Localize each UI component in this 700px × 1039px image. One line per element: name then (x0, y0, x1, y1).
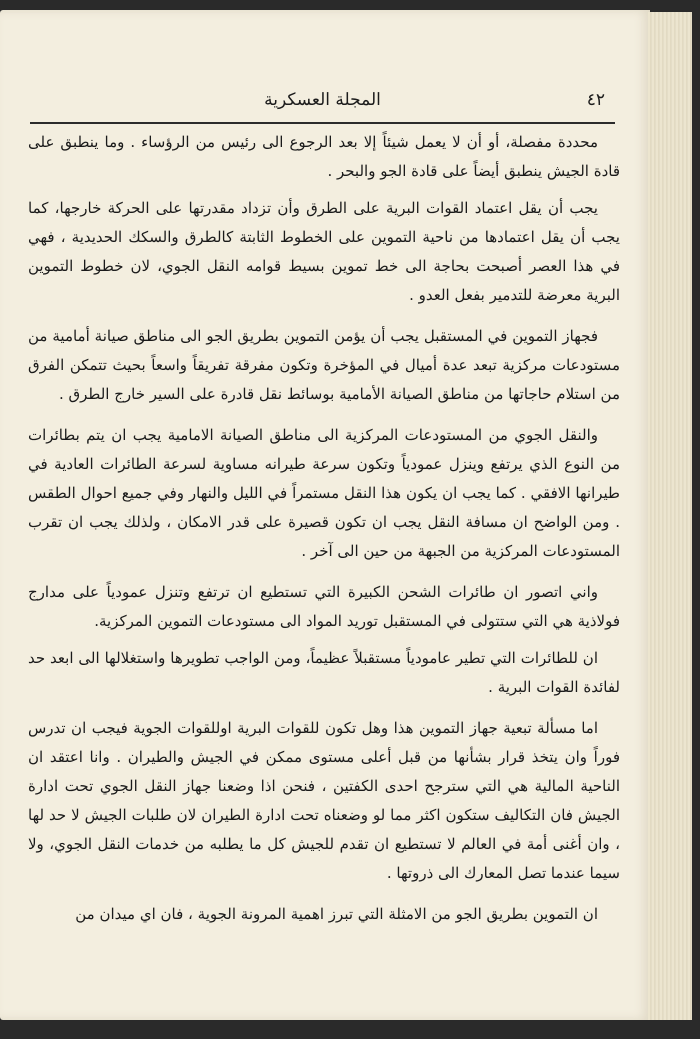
paragraph: يجب أن يقل اعتماد القوات البرية على الطرق وأن تزداد مقدرتها على الحركة خارجها، كما يجب أن يقل اعتمادها من ناحية التموين على الخطوط الثابتة كالطرق والسكك الحديدية ، فهي في هذا العصر أصبحت بحاجة الى خط تموين بسيط قوامه النقل الجوي، لان خطوط التموين البرية معرضة للتدمير بفعل العدو . (28, 199, 620, 304)
paragraph: فجهاز التموين في المستقبل يجب أن يؤمن التموين بطريق الجو الى مناطق صيانة أمامية من مستودعات مركزية تبعد عدة أميال في المؤخرة وتكون مفرقة تفريقاً واسعاً بحيث تتمكن الفرق من استلام حاجاتها من مناطق الصيانة الأمامية بوسائط نقل قادرة على السير خارج الطرق . (28, 327, 620, 403)
header-rule (30, 122, 615, 124)
page-number: ٤٢ (586, 90, 605, 110)
page-header (30, 82, 615, 122)
paragraph: والنقل الجوي من المستودعات المركزية الى مناطق الصيانة الامامية يجب ان يتم بطائرات من النوع الذي يرتفع وينزل عمودياً وتكون سرعة طيرانه مساوية لسرعة الطائرات العادية في طيرانها الافقي . كما يجب ان يكون هذا النقل مستمراً في الليل والنهار وفي جميع احوال الطقس . ومن الواضح ان مسافة النقل يجب ان تكون قصيرة على قدر الامكان ، ولذلك يجب ان تقرب المستودعات المركزية من الجبهة من حين الى آخر . (28, 426, 620, 560)
paragraph: ان التموين بطريق الجو من الامثلة التي تبرز اهمية المرونة الجوية ، فان اي ميدان من (75, 905, 598, 923)
paragraph: واني اتصور ان طائرات الشحن الكبيرة التي تستطيع ان ترتفع وتنزل عمودياً على مدارج فولاذية هي التي ستتولى في المستقبل توريد المواد الى مستودعات التموين المركزية. (28, 583, 620, 630)
paragraph: اما مسألة تبعية جهاز التموين هذا وهل تكون للقوات البرية اوللقوات الجوية فيجب ان تدرس فوراً وان يتخذ قرار بشأنها من قبل أعلى مستوى ممكن في الجيش والطيران . وانا اعتقد ان الناحية المالية هي التي سترجح احدى الكفتين ، فنحن اذا وضعنا جهاز النقل الجوي تحت ادارة الجيش فان التكاليف ستكون اكثر مما لو وضعناه تحت ادارة الطيران لان طلبات الجيش لا حد لها ، وان أغنى أمة في العالم لا تستطيع ان تقدم للجيش كل ما يطلبه من خدمات النقل الجوي، ولا سيما عندما تصل المعارك الى ذروتها . (28, 719, 620, 882)
paragraph: محددة مفصلة، أو أن لا يعمل شيئاً إلا بعد الرجوع الى رئيس من الرؤساء . وما ينطبق على قادة الجيش ينطبق أيضاً على قادة الجو والبحر . (28, 133, 620, 180)
running-title: المجلة العسكرية (264, 90, 381, 110)
paragraph: ان للطائرات التي تطير عامودياً مستقبلاً عظيماً، ومن الواجب تطويرها واستغلالها الى ابعد حد لفائدة القوات البرية . (28, 649, 620, 696)
page-edges (648, 12, 692, 1020)
body-text (28, 128, 620, 941)
